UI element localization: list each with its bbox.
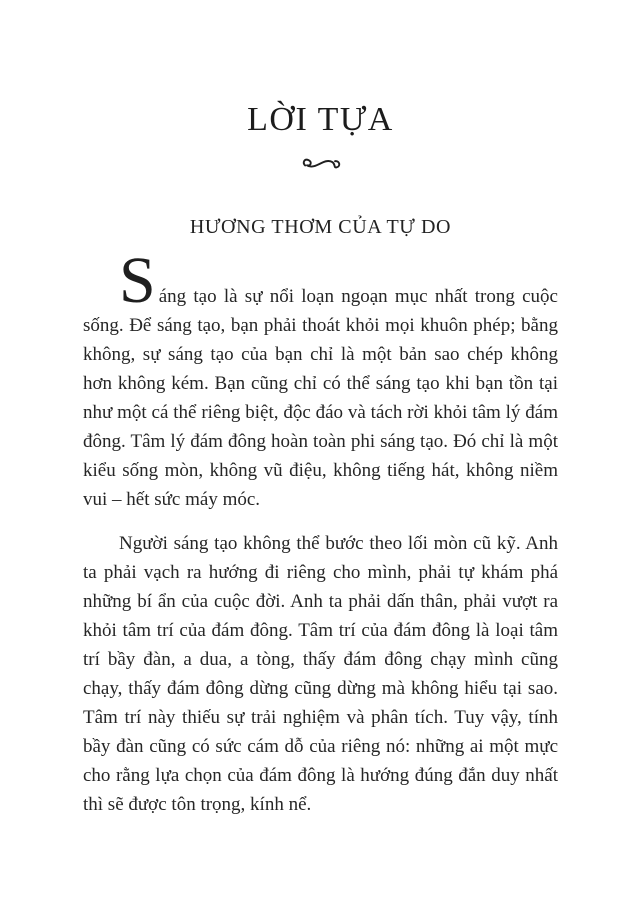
fleuron-swash-icon <box>301 153 341 173</box>
chapter-title: LỜI TỰA <box>247 101 394 138</box>
drop-cap-initial: S <box>119 244 156 317</box>
paragraph-1 <box>83 244 558 514</box>
text-block <box>83 0 558 819</box>
paragraph-1-text: áng tạo là sự nổi loạn ngoạn mục nhất trong cuộc sống. Để sáng tạo, bạn phải thoát khỏi mọi khuôn phép; bằng không, sự sáng tạo của bạn chỉ là một bản sao chép không hơn không kém. Bạn cũng chỉ có thể sáng tạo khi bạn tồn tại như một cá thể riêng biệt, độc đáo và tách rời khỏi tâm lý đám đông. Tâm lý đám đông hoàn toàn phi sáng tạo. Đó chỉ là một kiểu sống mòn, không vũ điệu, không tiếng hát, không niềm vui – hết sức máy móc. <box>83 286 558 510</box>
section-heading: HƯƠNG THƠM CỦA TỰ DO <box>189 216 452 238</box>
paragraph-2: Người sáng tạo không thể bước theo lối mòn cũ kỹ. Anh ta phải vạch ra hướng đi riêng cho mình, phải tự khám phá những bí ẩn của cuộc đời. Anh ta phải dấn thân, phải vượt ra khỏi tâm trí của đám đông. Tâm trí của đám đông là loại tâm trí bầy đàn, a dua, a tòng, thấy đám đông chạy mình cũng chạy, thấy đám đông dừng cũng dừng mà không hiểu tại sao. Tâm trí này thiếu sự trải nghiệm và phân tích. Tuy vậy, tính bầy đàn cũng có sức cám dỗ của riêng nó: những ai một mực cho rằng lựa chọn của đám đông là hướng đúng đắn duy nhất thì sẽ được tôn trọng, kính nể. <box>83 533 558 815</box>
